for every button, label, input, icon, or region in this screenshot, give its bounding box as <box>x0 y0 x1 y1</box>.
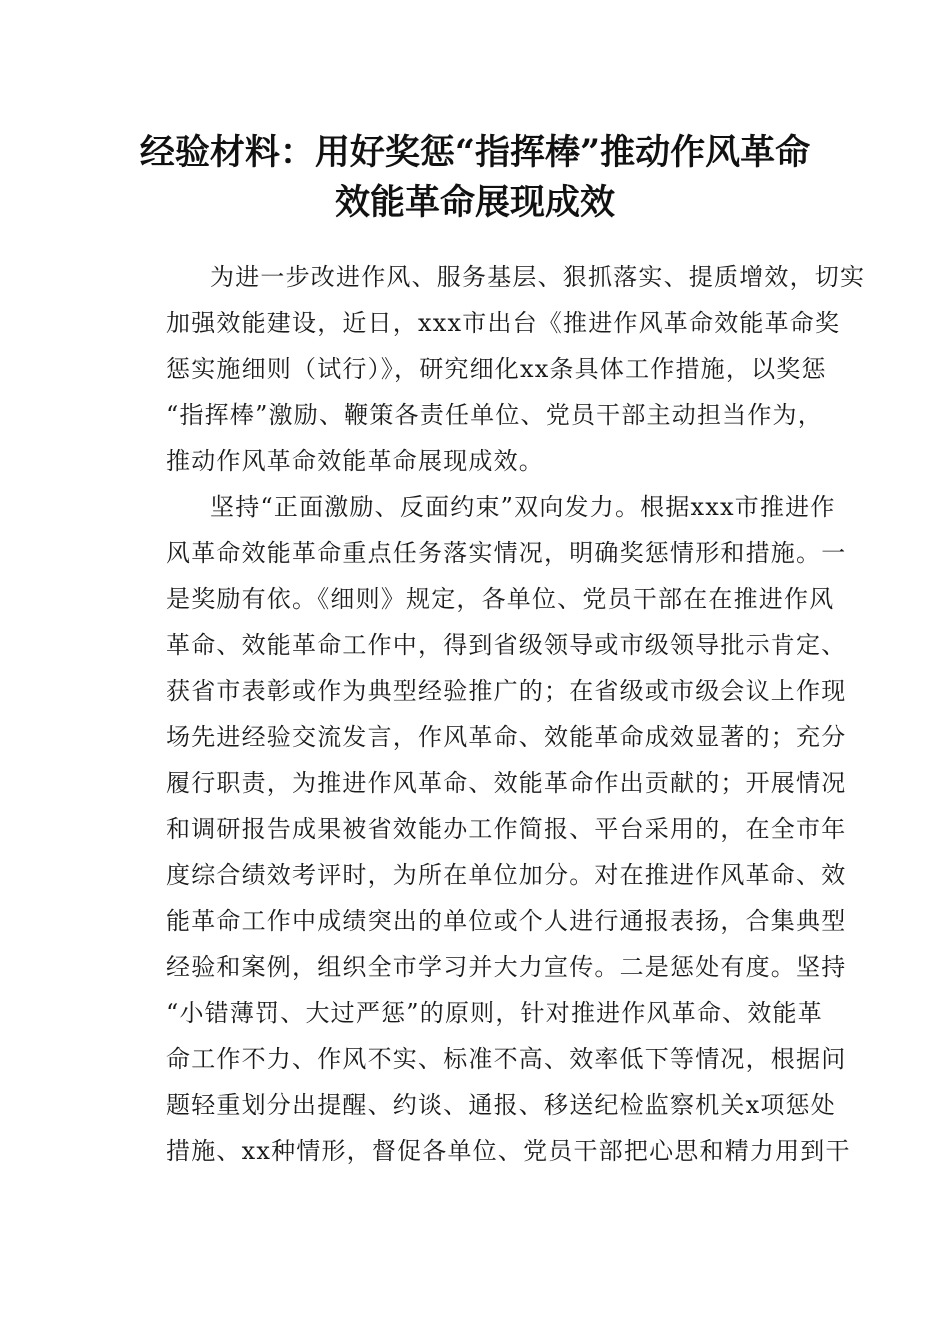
paragraph-2 <box>118 484 851 1174</box>
title-line-1: 经验材料：用好奖惩“指挥棒”推动作风革命 <box>139 132 811 173</box>
paragraph-line: 为进一步改进作风、服务基层、狠抓落实、提质增效，切实 <box>210 263 866 291</box>
paragraph-line: 场先进经验交流发言，作风革命、效能革命成效显著的；充分 <box>166 723 847 751</box>
paragraph-1 <box>118 254 866 484</box>
paragraph-line: 革命、效能革命工作中，得到省级领导或市级领导批示肯定、 <box>166 631 847 659</box>
paragraph-line: “指挥棒”激励、鞭策各责任单位、党员干部主动担当作为， <box>166 401 823 429</box>
paragraph-line: 能革命工作中成绩突出的单位或个人进行通报表扬，合集典型 <box>166 907 847 935</box>
paragraph-line: 履行职责，为推进作风革命、效能革命作出贡献的；开展情况 <box>166 769 847 797</box>
paragraph-line: 坚持“正面激励、反面约束”双向发力。根据xxx市推进作 <box>210 493 836 521</box>
document-body <box>118 254 866 1174</box>
paragraph-line: 加强效能建设，近日，xxx市出台《推进作风革命效能革命奖 <box>166 309 841 337</box>
paragraph-line: 经验和案例，组织全市学习并大力宣传。二是惩处有度。坚持 <box>166 953 847 981</box>
paragraph-line: 风革命效能革命重点任务落实情况，明确奖惩情形和措施。一 <box>166 539 847 567</box>
paragraph-line: 惩实施细则（试行）》，研究细化xx条具体工作措施，以奖惩 <box>166 355 827 383</box>
paragraph-line: 推动作风革命效能革命展现成效。 <box>166 447 544 475</box>
paragraph-line: 命工作不力、作风不实、标准不高、效率低下等情况，根据问 <box>166 1045 847 1073</box>
paragraph-line: 获省市表彰或作为典型经验推广的；在省级或市级会议上作现 <box>166 677 847 705</box>
paragraph-line: 度综合绩效考评时，为所在单位加分。对在推进作风革命、效 <box>166 861 847 889</box>
paragraph-line: 是奖励有依。《细则》规定，各单位、党员干部在在推进作风 <box>166 585 835 613</box>
paragraph-line: “小错薄罚、大过严惩”的原则，针对推进作风革命、效能革 <box>166 999 823 1027</box>
paragraph-line: 措施、xx种情形，督促各单位、党员干部把心思和精力用到干 <box>166 1137 851 1165</box>
title-line-2: 效能革命展现成效 <box>334 182 615 223</box>
paragraph-line: 题轻重划分出提醒、约谈、通报、移送纪检监察机关x项惩处 <box>166 1091 836 1119</box>
document-title <box>110 128 840 228</box>
paragraph-line: 和调研报告成果被省效能办工作简报、平台采用的，在全市年 <box>166 815 847 843</box>
